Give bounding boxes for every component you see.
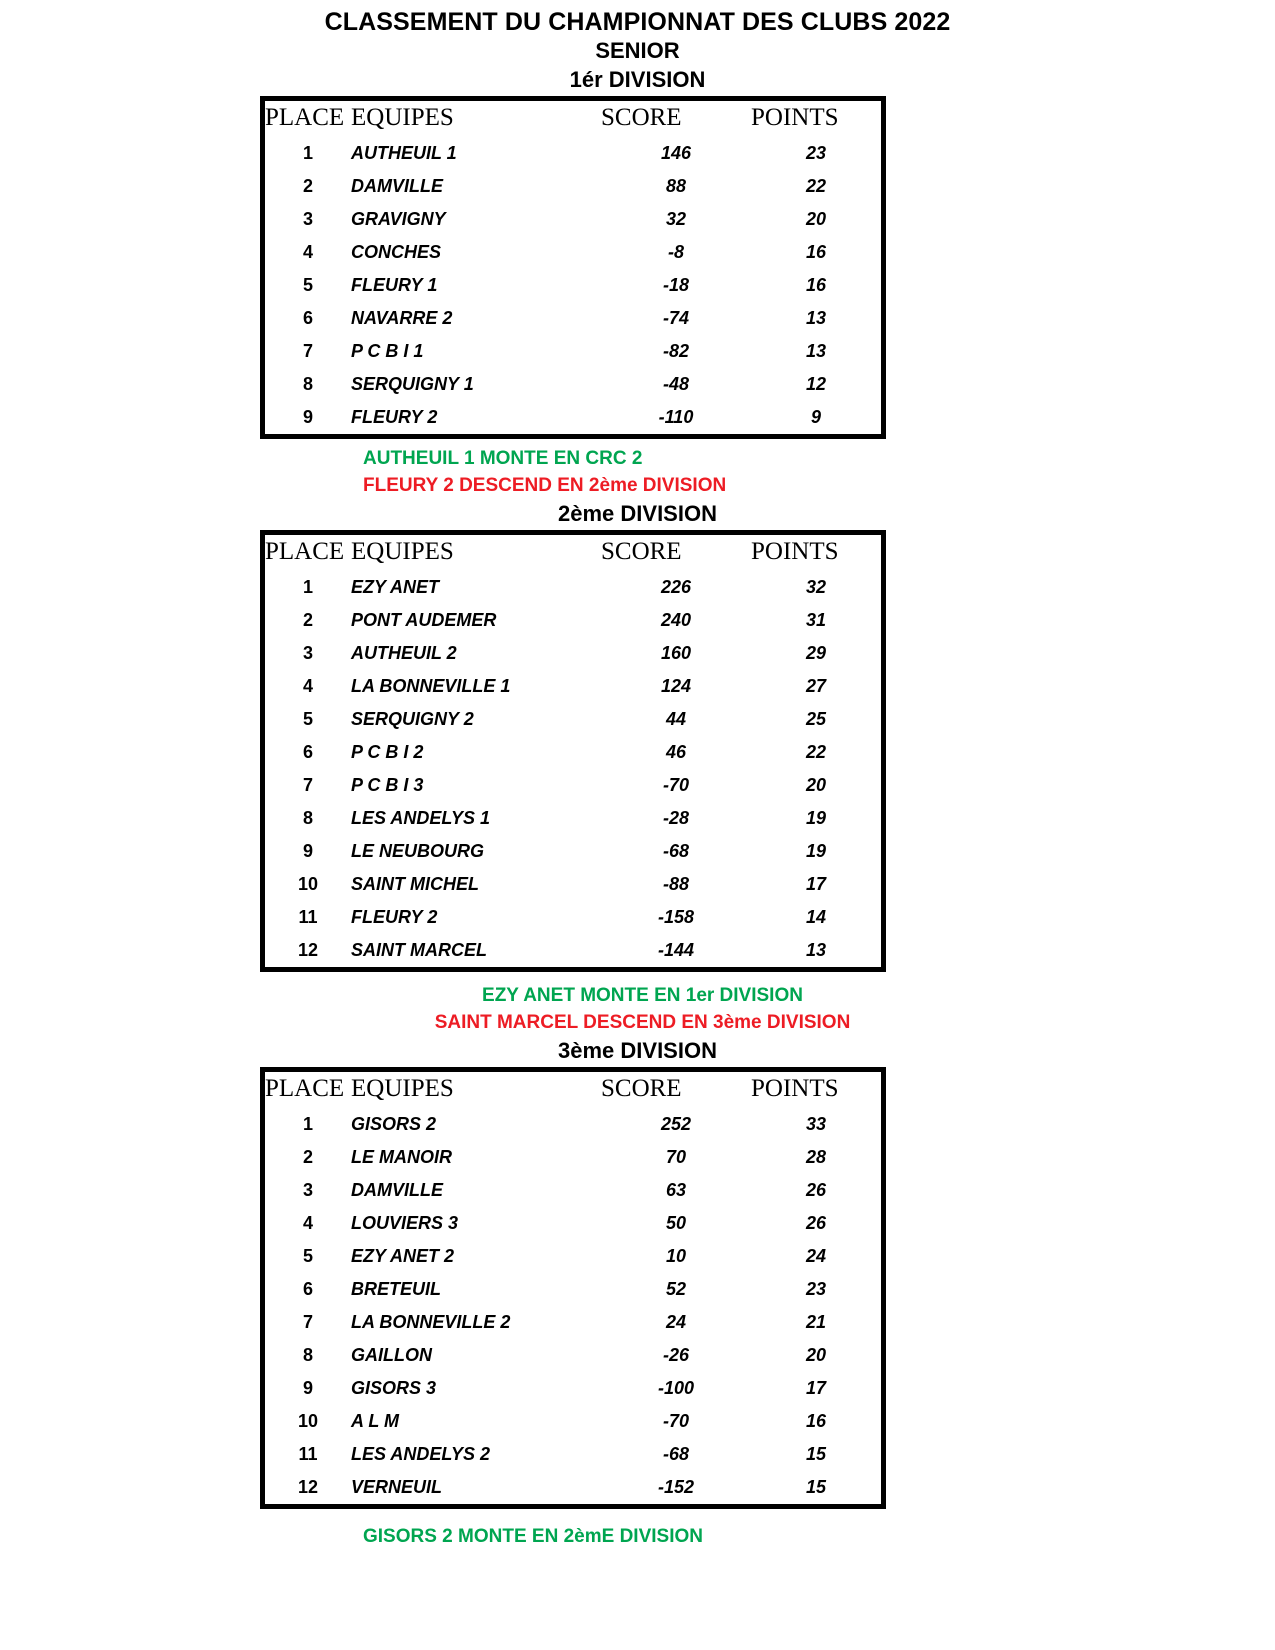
relegation-note: SAINT MARCEL DESCEND EN 3ème DIVISION bbox=[434, 1012, 851, 1033]
column-header-score: SCORE bbox=[601, 1075, 682, 1102]
cell-team: LE MANOIR bbox=[351, 1147, 452, 1167]
table-row bbox=[265, 769, 881, 802]
table-header-row bbox=[265, 535, 881, 571]
cell-team: LOUVIERS 3 bbox=[351, 1213, 459, 1233]
cell-score: -152 bbox=[657, 1477, 695, 1497]
cell-place: 3 bbox=[302, 1180, 313, 1200]
cell-score: -88 bbox=[662, 874, 689, 894]
table-row bbox=[265, 1372, 881, 1405]
cell-score: 160 bbox=[660, 643, 692, 663]
promotion-note: AUTHEUIL 1 MONTE EN CRC 2 bbox=[363, 448, 643, 469]
cell-place: 8 bbox=[302, 1345, 313, 1365]
cell-place: 9 bbox=[302, 407, 313, 427]
column-header-score: SCORE bbox=[601, 538, 682, 565]
cell-points: 12 bbox=[805, 374, 827, 394]
cell-place: 5 bbox=[302, 1246, 313, 1266]
cell-points: 24 bbox=[805, 1246, 827, 1266]
cell-points: 16 bbox=[805, 275, 827, 295]
cell-score: -48 bbox=[662, 374, 689, 394]
table-row bbox=[265, 368, 881, 401]
cell-place: 6 bbox=[302, 742, 313, 762]
cell-points: 17 bbox=[805, 1378, 827, 1398]
table-row bbox=[265, 236, 881, 269]
cell-place: 1 bbox=[302, 143, 313, 163]
cell-score: 124 bbox=[660, 676, 692, 696]
cell-team: AUTHEUIL 1 bbox=[351, 143, 457, 163]
cell-score: -158 bbox=[657, 907, 695, 927]
table-row bbox=[265, 703, 881, 736]
cell-place: 5 bbox=[302, 275, 313, 295]
cell-team: EZY ANET bbox=[351, 577, 440, 597]
cell-place: 9 bbox=[302, 841, 313, 861]
cell-team: EZY ANET 2 bbox=[351, 1246, 455, 1266]
cell-score: 146 bbox=[660, 143, 692, 163]
cell-points: 13 bbox=[805, 308, 827, 328]
table-row bbox=[265, 1438, 881, 1471]
cell-score: -74 bbox=[662, 308, 689, 328]
cell-team: SERQUIGNY 2 bbox=[351, 709, 474, 729]
division-title-2: 2ème DIVISION bbox=[558, 501, 717, 526]
cell-place: 2 bbox=[302, 176, 313, 196]
cell-team: FLEURY 2 bbox=[351, 407, 438, 427]
table-row bbox=[265, 934, 881, 967]
cell-score: 88 bbox=[665, 176, 687, 196]
cell-team: AUTHEUIL 2 bbox=[351, 643, 457, 663]
cell-points: 26 bbox=[805, 1180, 827, 1200]
cell-points: 27 bbox=[805, 676, 827, 696]
cell-score: -68 bbox=[662, 841, 689, 861]
table-row bbox=[265, 1240, 881, 1273]
cell-points: 14 bbox=[805, 907, 827, 927]
cell-team: FLEURY 1 bbox=[351, 275, 438, 295]
notes-division-3 bbox=[363, 1523, 1275, 1550]
cell-team: SAINT MARCEL bbox=[351, 940, 487, 960]
cell-score: 240 bbox=[660, 610, 692, 630]
cell-score: -70 bbox=[662, 1411, 689, 1431]
cell-points: 15 bbox=[805, 1477, 827, 1497]
cell-place: 10 bbox=[297, 874, 319, 894]
cell-place: 12 bbox=[297, 1477, 319, 1497]
cell-points: 16 bbox=[805, 1411, 827, 1431]
cell-score: -18 bbox=[662, 275, 689, 295]
cell-team: LA BONNEVILLE 1 bbox=[351, 676, 511, 696]
promotion-note: EZY ANET MONTE EN 1er DIVISION bbox=[482, 985, 803, 1006]
cell-team: LA BONNEVILLE 2 bbox=[351, 1312, 511, 1332]
cell-points: 25 bbox=[805, 709, 827, 729]
table-header-row bbox=[265, 1072, 881, 1108]
table-row bbox=[265, 868, 881, 901]
cell-place: 7 bbox=[302, 775, 313, 795]
table-row bbox=[265, 269, 881, 302]
cell-score: 24 bbox=[665, 1312, 687, 1332]
cell-team: GISORS 3 bbox=[351, 1378, 437, 1398]
cell-team: LE NEUBOURG bbox=[351, 841, 485, 861]
cell-team: GISORS 2 bbox=[351, 1114, 437, 1134]
cell-team: GAILLON bbox=[351, 1345, 432, 1365]
cell-points: 9 bbox=[810, 407, 821, 427]
table-row bbox=[265, 137, 881, 170]
cell-points: 17 bbox=[805, 874, 827, 894]
table-row bbox=[265, 302, 881, 335]
cell-score: -100 bbox=[657, 1378, 695, 1398]
table-row bbox=[265, 1174, 881, 1207]
cell-score: -8 bbox=[667, 242, 684, 262]
column-header-place: PLACE bbox=[265, 1075, 345, 1102]
table-row bbox=[265, 835, 881, 868]
cell-place: 12 bbox=[297, 940, 319, 960]
table-row bbox=[265, 170, 881, 203]
table-row bbox=[265, 401, 881, 434]
cell-points: 22 bbox=[805, 742, 827, 762]
cell-place: 1 bbox=[302, 577, 313, 597]
division-title-1: 1ér DIVISION bbox=[569, 67, 706, 92]
cell-score: 63 bbox=[665, 1180, 687, 1200]
cell-place: 6 bbox=[302, 308, 313, 328]
column-header-place: PLACE bbox=[265, 104, 345, 131]
page-subtitle: SENIOR bbox=[595, 38, 680, 63]
cell-place: 4 bbox=[302, 676, 313, 696]
cell-points: 20 bbox=[805, 1345, 827, 1365]
table-row bbox=[265, 637, 881, 670]
cell-points: 16 bbox=[805, 242, 827, 262]
cell-score: 46 bbox=[665, 742, 687, 762]
cell-place: 4 bbox=[302, 1213, 313, 1233]
cell-team: P C B I 3 bbox=[351, 775, 424, 795]
cell-score: -82 bbox=[662, 341, 689, 361]
column-header-points: POINTS bbox=[751, 538, 839, 565]
cell-place: 2 bbox=[302, 1147, 313, 1167]
notes-division-2 bbox=[0, 982, 1275, 1036]
table-row bbox=[265, 1471, 881, 1504]
cell-score: 52 bbox=[665, 1279, 687, 1299]
cell-points: 33 bbox=[805, 1114, 827, 1134]
cell-points: 29 bbox=[805, 643, 827, 663]
table-row bbox=[265, 670, 881, 703]
cell-score: 50 bbox=[665, 1213, 687, 1233]
cell-place: 10 bbox=[297, 1411, 319, 1431]
cell-points: 31 bbox=[805, 610, 827, 630]
cell-place: 8 bbox=[302, 374, 313, 394]
division-title-3: 3ème DIVISION bbox=[558, 1038, 717, 1063]
cell-score: -144 bbox=[657, 940, 695, 960]
cell-points: 13 bbox=[805, 341, 827, 361]
cell-place: 5 bbox=[302, 709, 313, 729]
column-header-points: POINTS bbox=[751, 104, 839, 131]
cell-team: VERNEUIL bbox=[351, 1477, 443, 1497]
cell-place: 6 bbox=[302, 1279, 313, 1299]
table-row bbox=[265, 901, 881, 934]
cell-place: 9 bbox=[302, 1378, 313, 1398]
table-row bbox=[265, 571, 881, 604]
cell-place: 3 bbox=[302, 209, 313, 229]
cell-score: -110 bbox=[658, 407, 694, 427]
cell-points: 19 bbox=[805, 841, 827, 861]
cell-points: 19 bbox=[805, 808, 827, 828]
promotion-note: GISORS 2 MONTE EN 2èmE DIVISION bbox=[363, 1526, 703, 1547]
column-header-place: PLACE bbox=[265, 538, 345, 565]
cell-place: 11 bbox=[298, 907, 318, 927]
cell-points: 22 bbox=[805, 176, 827, 196]
cell-team: GRAVIGNY bbox=[351, 209, 446, 229]
cell-team: DAMVILLE bbox=[351, 1180, 443, 1200]
cell-team: CONCHES bbox=[351, 242, 442, 262]
table-row bbox=[265, 736, 881, 769]
cell-team: LES ANDELYS 2 bbox=[351, 1444, 491, 1464]
cell-points: 15 bbox=[805, 1444, 827, 1464]
table-row bbox=[265, 802, 881, 835]
table-row bbox=[265, 335, 881, 368]
cell-score: -28 bbox=[662, 808, 689, 828]
table-row bbox=[265, 1273, 881, 1306]
cell-team: SERQUIGNY 1 bbox=[351, 374, 474, 394]
table-row bbox=[265, 604, 881, 637]
cell-place: 7 bbox=[302, 1312, 313, 1332]
notes-division-1 bbox=[363, 445, 1275, 499]
cell-score: 32 bbox=[665, 209, 687, 229]
cell-score: 44 bbox=[665, 709, 687, 729]
cell-team: FLEURY 2 bbox=[351, 907, 438, 927]
table-header-row bbox=[265, 101, 881, 137]
cell-score: -26 bbox=[662, 1345, 689, 1365]
cell-score: 70 bbox=[665, 1147, 687, 1167]
column-header-team: EQUIPES bbox=[351, 104, 454, 131]
cell-team: PONT AUDEMER bbox=[351, 610, 497, 630]
cell-points: 21 bbox=[805, 1312, 827, 1332]
cell-team: LES ANDELYS 1 bbox=[351, 808, 491, 828]
cell-points: 23 bbox=[805, 143, 827, 163]
cell-place: 11 bbox=[298, 1444, 318, 1464]
table-row bbox=[265, 1207, 881, 1240]
cell-score: 10 bbox=[665, 1246, 687, 1266]
cell-place: 8 bbox=[302, 808, 313, 828]
table-row bbox=[265, 1108, 881, 1141]
cell-team: BRETEUIL bbox=[351, 1279, 441, 1299]
cell-place: 3 bbox=[302, 643, 313, 663]
table-row bbox=[265, 1141, 881, 1174]
cell-points: 13 bbox=[805, 940, 827, 960]
page-title: CLASSEMENT DU CHAMPIONNAT DES CLUBS 2022 bbox=[324, 8, 951, 36]
cell-team: A L M bbox=[351, 1411, 399, 1431]
table-row bbox=[265, 203, 881, 236]
table-row bbox=[265, 1405, 881, 1438]
column-header-points: POINTS bbox=[751, 1075, 839, 1102]
cell-score: 226 bbox=[660, 577, 692, 597]
ranking-table-division-1 bbox=[260, 96, 886, 439]
cell-score: 252 bbox=[660, 1114, 692, 1134]
ranking-table-division-2 bbox=[260, 530, 886, 972]
cell-place: 1 bbox=[302, 1114, 313, 1134]
cell-points: 32 bbox=[805, 577, 827, 597]
cell-points: 20 bbox=[805, 775, 827, 795]
cell-team: SAINT MICHEL bbox=[351, 874, 479, 894]
column-header-team: EQUIPES bbox=[351, 1075, 454, 1102]
cell-points: 20 bbox=[805, 209, 827, 229]
cell-place: 4 bbox=[302, 242, 313, 262]
column-header-team: EQUIPES bbox=[351, 538, 454, 565]
relegation-note: FLEURY 2 DESCEND EN 2ème DIVISION bbox=[363, 475, 727, 496]
cell-points: 23 bbox=[805, 1279, 827, 1299]
column-header-score: SCORE bbox=[601, 104, 682, 131]
cell-points: 28 bbox=[805, 1147, 827, 1167]
table-row bbox=[265, 1306, 881, 1339]
cell-score: -68 bbox=[662, 1444, 689, 1464]
cell-score: -70 bbox=[662, 775, 689, 795]
cell-place: 2 bbox=[302, 610, 313, 630]
ranking-table-division-3 bbox=[260, 1067, 886, 1509]
cell-place: 7 bbox=[302, 341, 313, 361]
cell-team: P C B I 1 bbox=[351, 341, 424, 361]
cell-points: 26 bbox=[805, 1213, 827, 1233]
table-row bbox=[265, 1339, 881, 1372]
cell-team: NAVARRE 2 bbox=[351, 308, 453, 328]
cell-team: P C B I 2 bbox=[351, 742, 424, 762]
cell-team: DAMVILLE bbox=[351, 176, 443, 196]
